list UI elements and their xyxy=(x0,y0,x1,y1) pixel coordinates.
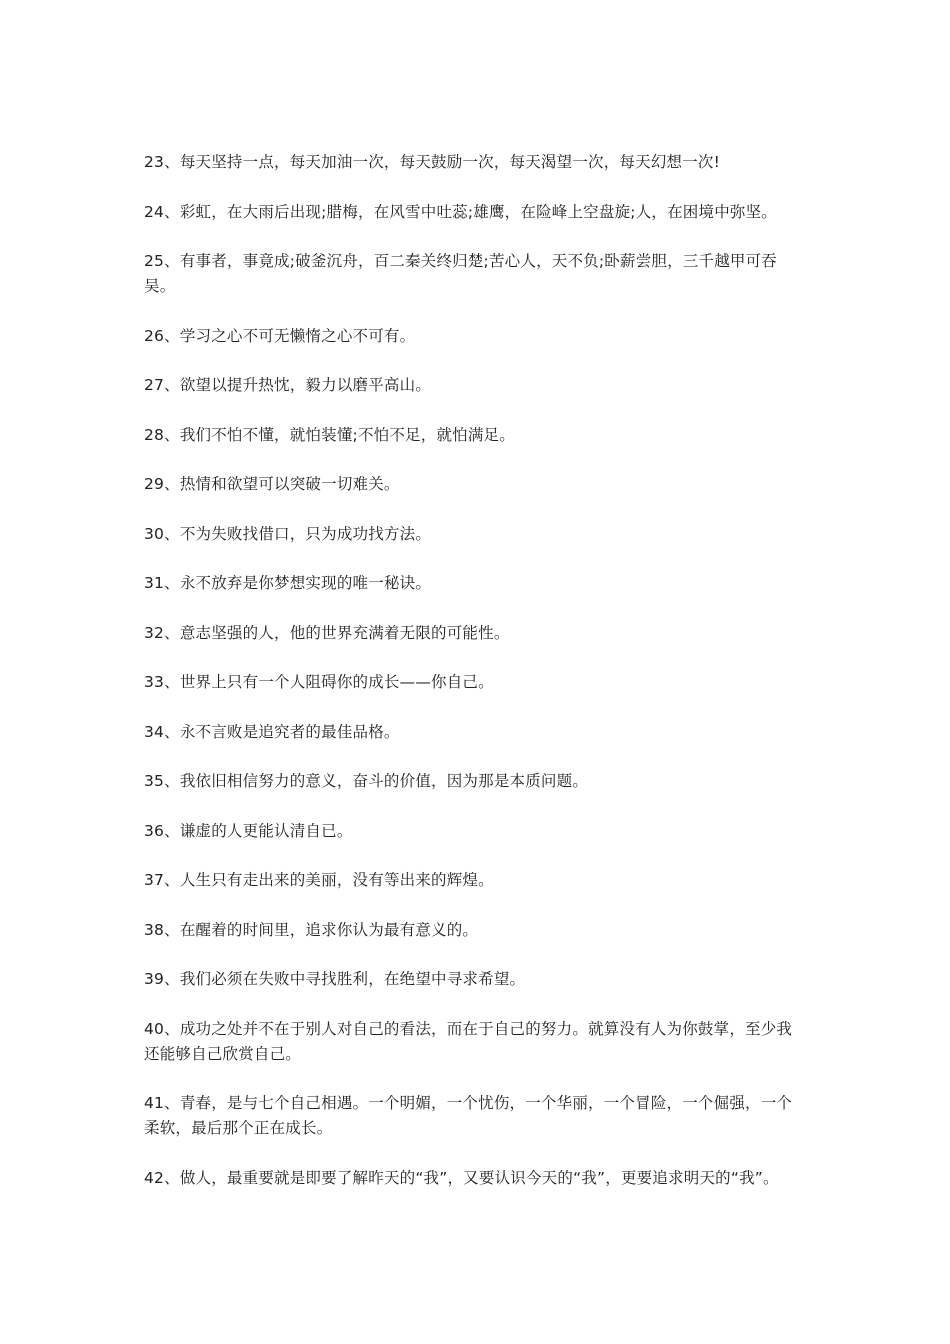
paragraph-41: 41、青春，是与七个自己相遇。一个明媚，一个忧伤，一个华丽，一个冒险，一个倔强，一个柔软，最后那个正在成长。 xyxy=(144,1094,793,1137)
paragraph-33: 33、世界上只有一个人阻碍你的成长——你自己。 xyxy=(144,673,494,691)
paragraph-42: 42、做人，最重要就是即要了解昨天的“我”，又要认识今天的“我”，更要追求明天的“我”。 xyxy=(144,1168,779,1187)
paragraph-24: 24、彩虹，在大雨后出现;腊梅，在风雪中吐蕊;雄鹰，在险峰上空盘旋;人，在困境中弥坚。 xyxy=(144,202,777,221)
paragraph-31: 31、永不放弃是你梦想实现的唯一秘诀。 xyxy=(144,574,432,592)
paragraph-26: 26、学习之心不可无懒惰之心不可有。 xyxy=(144,326,416,345)
paragraph-29: 29、热情和欲望可以突破一切难关。 xyxy=(144,475,400,493)
paragraph-40: 40、成功之处并不在于别人对自己的看法，而在于自己的努力。就算没有人为你鼓掌，至少我还能够自己欣赏自己。 xyxy=(144,1019,793,1063)
paragraph-37: 37、人生只有走出来的美丽，没有等出来的辉煌。 xyxy=(144,871,494,889)
paragraph-32: 32、意志坚强的人，他的世界充满着无限的可能性。 xyxy=(144,623,510,642)
paragraph-38: 38、在醒着的时间里，追求你认为最有意义的。 xyxy=(144,920,479,939)
paragraph-25: 25、有事者，事竟成;破釜沉舟，百二秦关终归楚;苦心人，天不负;卧薪尝胆，三千越甲可吞吴。 xyxy=(144,252,777,295)
paragraph-28: 28、我们不怕不懂，就怕装懂;不怕不足，就怕满足。 xyxy=(144,425,515,444)
paragraph-23: 23、每天坚持一点，每天加油一次，每天鼓励一次，每天渴望一次，每天幻想一次! xyxy=(144,153,721,171)
paragraph-39: 39、我们必须在失败中寻找胜利，在绝望中寻求希望。 xyxy=(144,970,526,988)
document-page xyxy=(144,150,806,1215)
paragraph-35: 35、我依旧相信努力的意义，奋斗的价值，因为那是本质问题。 xyxy=(144,772,589,790)
paragraph-30: 30、不为失败找借口，只为成功找方法。 xyxy=(144,524,432,543)
paragraph-36: 36、谦虚的人更能认清自已。 xyxy=(144,821,353,840)
paragraph-27: 27、欲望以提升热忱，毅力以磨平高山。 xyxy=(144,376,432,394)
paragraph-34: 34、永不言败是追究者的最佳品格。 xyxy=(144,722,400,741)
